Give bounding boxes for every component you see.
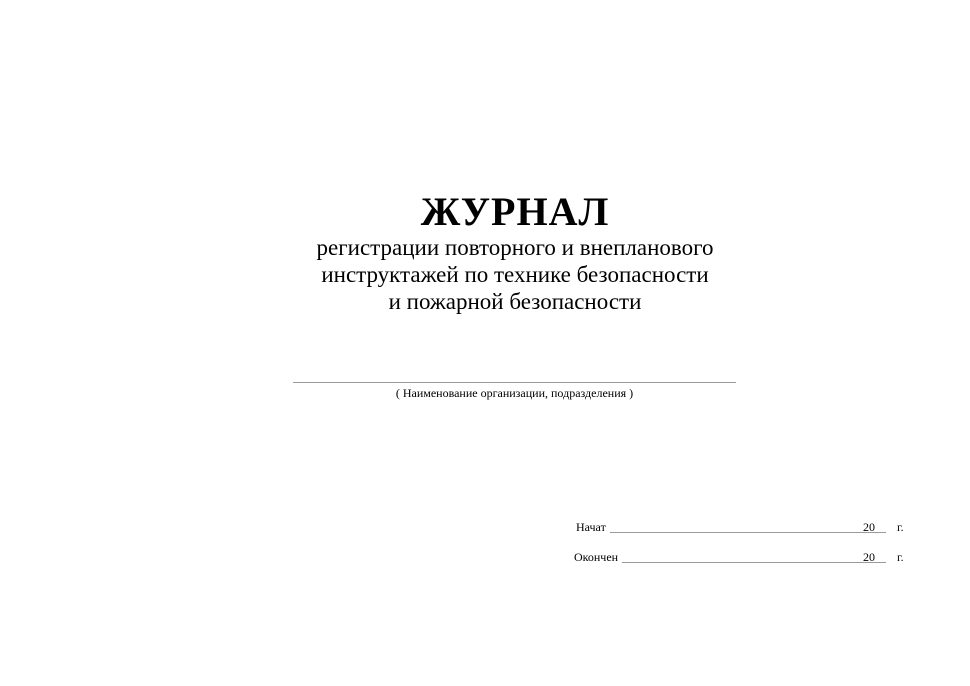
start-date-line — [610, 532, 886, 533]
end-date-label: Окончен — [574, 550, 619, 564]
journal-subtitle — [0, 234, 970, 315]
start-year-prefix: 20 — [863, 520, 875, 534]
end-date-line — [622, 562, 886, 563]
organization-caption: ( Наименование организации, подразделения ) — [395, 386, 634, 400]
organization-name-line — [293, 382, 736, 383]
subtitle-line-3: и пожарной безопасности — [388, 289, 642, 314]
end-year-suffix: г. — [897, 550, 904, 564]
subtitle-line-2: инструктажей по технике безопасности — [321, 262, 709, 287]
start-date-label: Начат — [576, 520, 606, 534]
journal-title: ЖУРНАЛ — [420, 189, 610, 234]
end-date-row — [574, 549, 916, 565]
end-year-prefix: 20 — [863, 550, 875, 564]
start-year-suffix: г. — [897, 520, 904, 534]
start-date-row — [576, 519, 916, 535]
subtitle-line-1: регистрации повторного и внепланового — [316, 235, 714, 260]
